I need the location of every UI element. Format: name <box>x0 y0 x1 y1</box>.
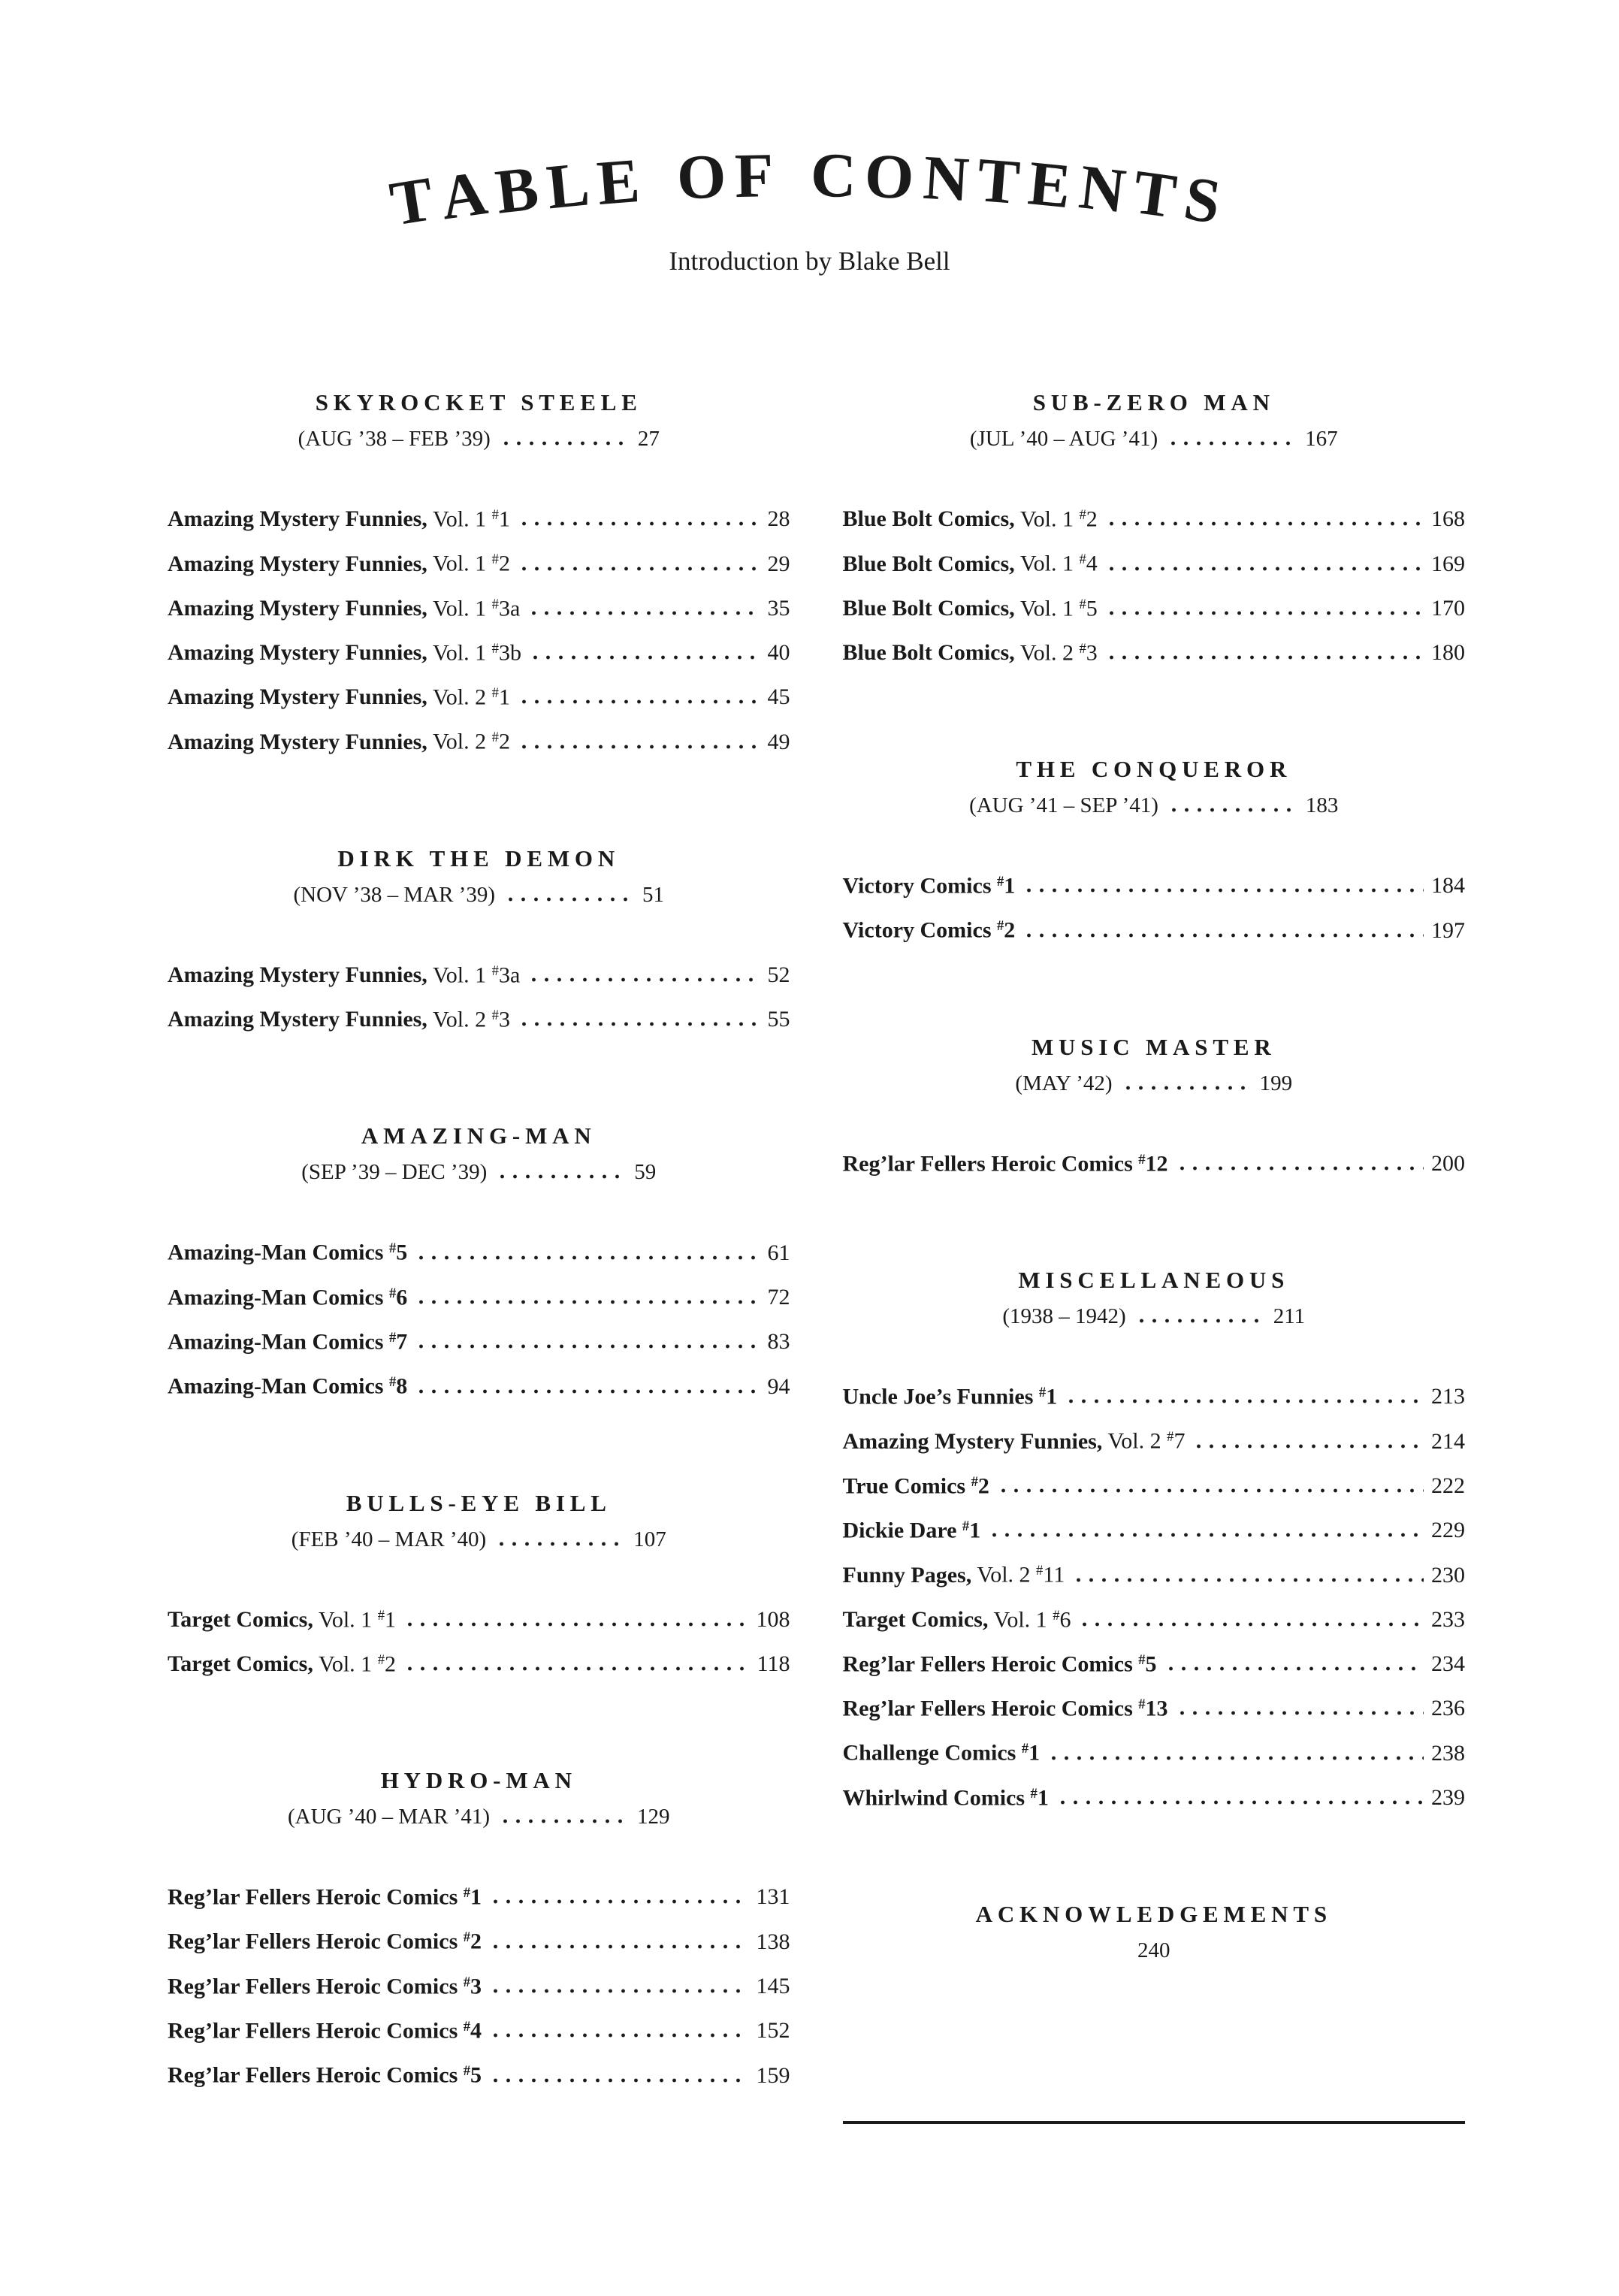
entry-list <box>168 495 790 763</box>
section-dot-leader <box>1167 808 1297 812</box>
issue-hash: # <box>491 730 499 746</box>
entry-list <box>168 951 790 1041</box>
toc-entry <box>843 629 1466 673</box>
section-dot-leader <box>496 1174 625 1179</box>
section-dates: (SEP ’39 – DEC ’39) <box>301 1160 488 1185</box>
issue-hash: # <box>388 1374 397 1391</box>
entry-dot-leader <box>403 1666 750 1671</box>
section-dates: (AUG ’41 – SEP ’41) <box>969 793 1158 818</box>
entry-page-number: 213 <box>1431 1384 1465 1409</box>
toc-columns <box>0 389 1619 2179</box>
issue-hash: # <box>491 962 499 979</box>
entry-dot-leader <box>415 1300 760 1304</box>
issue-hash: # <box>1079 507 1086 523</box>
entry-dot-leader <box>518 566 760 571</box>
entry-page-number: 169 <box>1431 551 1465 576</box>
toc-section <box>168 845 790 1041</box>
section-heading: DIRK THE DEMON <box>337 844 621 872</box>
issue-hash: # <box>1079 640 1086 657</box>
entry-title: Challenge Comics #1 <box>842 1740 1041 1766</box>
entry-title: Whirlwind Comics #1 <box>842 1785 1049 1811</box>
entry-dot-leader <box>1022 933 1424 938</box>
issue-hash: # <box>491 685 499 702</box>
title-letter: F <box>734 140 784 212</box>
entry-page-number: 145 <box>756 1974 790 1999</box>
page-title <box>0 139 1619 240</box>
toc-section <box>843 1901 1466 1963</box>
entry-list <box>843 495 1466 673</box>
section-dates-line <box>168 1527 790 1552</box>
section-page-number: 183 <box>1305 793 1339 818</box>
entry-title: Dickie Dare #1 <box>842 1518 981 1543</box>
issue-hash: # <box>1079 551 1086 568</box>
section-page-number: 129 <box>637 1805 670 1829</box>
section-dates-line <box>168 427 790 452</box>
section-dot-leader <box>495 1542 624 1546</box>
entry-page-number: 83 <box>767 1329 790 1355</box>
issue-hash: # <box>491 551 499 568</box>
entry-page-number: 222 <box>1431 1473 1465 1498</box>
issue-hash: # <box>1138 1651 1146 1668</box>
title-letter: L <box>543 148 601 223</box>
toc-column-left <box>168 389 790 2179</box>
entry-page-number: 229 <box>1431 1518 1465 1543</box>
entry-page-number: 138 <box>756 1929 790 1954</box>
toc-entry <box>843 1551 1466 1595</box>
toc-entry <box>843 1462 1466 1506</box>
toc-entry <box>168 1873 790 1917</box>
entry-page-number: 131 <box>756 1884 790 1910</box>
entry-title: Victory Comics #2 <box>842 917 1016 943</box>
toc-entry <box>168 1917 790 1962</box>
section-dates: (1938 – 1942) <box>1002 1304 1126 1329</box>
entry-dot-leader <box>997 1488 1424 1493</box>
section-heading: AMAZING-MAN <box>361 1122 597 1150</box>
footer-rule <box>843 2121 1466 2124</box>
entry-title: True Comics #2 <box>842 1473 989 1498</box>
issue-hash: # <box>1038 1385 1047 1401</box>
entry-detail: Vol. 1 #3a <box>433 962 521 988</box>
section-dates: (AUG ’38 – FEB ’39) <box>298 427 491 451</box>
entry-page-number: 184 <box>1431 873 1465 899</box>
issue-hash: # <box>1167 1429 1174 1446</box>
issue-hash: # <box>971 1473 978 1490</box>
entry-dot-leader <box>1065 1399 1424 1403</box>
entry-page-number: 236 <box>1431 1696 1465 1721</box>
entry-page-number: 239 <box>1431 1785 1465 1811</box>
entry-page-number: 159 <box>756 2062 790 2088</box>
section-dot-leader <box>499 1819 628 1823</box>
toc-column-right <box>843 389 1466 2179</box>
entry-list <box>843 1140 1466 1184</box>
title-letter: C <box>810 140 866 212</box>
toc-entry <box>168 673 790 718</box>
issue-hash: # <box>463 1974 471 1990</box>
section-heading: BULLS-EYE BILL <box>346 1489 612 1516</box>
entry-detail: Vol. 1 #2 <box>1019 506 1098 532</box>
entry-page-number: 233 <box>1431 1606 1465 1632</box>
issue-hash: # <box>388 1329 397 1346</box>
toc-entry <box>168 2051 790 2095</box>
entry-title: Amazing Mystery Funnies, <box>168 506 427 532</box>
entry-list <box>843 862 1466 951</box>
entry-dot-leader <box>1047 1756 1424 1760</box>
entry-detail: Vol. 2 #3 <box>433 1007 510 1032</box>
entry-page-number: 238 <box>1431 1740 1465 1766</box>
entry-title: Blue Bolt Comics, <box>842 595 1015 621</box>
entry-list <box>168 1228 790 1406</box>
title-letter: E <box>1025 148 1083 223</box>
title-letter: O <box>863 140 925 213</box>
toc-section <box>168 1767 790 2095</box>
section-heading: MUSIC MASTER <box>1031 1033 1276 1060</box>
entry-dot-leader <box>415 1344 760 1349</box>
section-page-number: 27 <box>637 427 660 451</box>
title-letter <box>646 142 678 216</box>
section-dates-line <box>168 883 790 908</box>
toc-entry <box>168 718 790 762</box>
section-dates: (NOV ’38 – MAR ’39) <box>293 882 495 907</box>
entry-list <box>843 1373 1466 1818</box>
entry-detail: Vol. 1 #2 <box>319 1651 396 1677</box>
entry-detail: Vol. 1 #1 <box>433 506 510 532</box>
entry-dot-leader <box>415 1255 760 1260</box>
entry-dot-leader <box>1105 655 1424 660</box>
toc-entry <box>168 629 790 673</box>
entry-title: Amazing Mystery Funnies, <box>168 962 427 988</box>
entry-detail: Vol. 2 #2 <box>433 729 510 754</box>
entry-title: Amazing Mystery Funnies, <box>168 551 427 576</box>
entry-title: Victory Comics #1 <box>842 873 1016 899</box>
section-dates-line <box>168 1160 790 1185</box>
page-subtitle: Introduction by Blake Bell <box>669 246 950 276</box>
entry-dot-leader <box>518 745 760 749</box>
issue-hash: # <box>962 1518 970 1534</box>
toc-entry <box>843 1640 1466 1684</box>
entry-title: Amazing-Man Comics #7 <box>168 1329 408 1355</box>
toc-entry <box>843 539 1466 584</box>
issue-hash: # <box>491 596 499 612</box>
toc-section <box>843 1267 1466 1818</box>
entry-dot-leader <box>529 655 760 660</box>
title-letter: N <box>920 142 980 216</box>
entry-detail: Vol. 2 #3 <box>1019 640 1098 666</box>
entry-detail: Vol. 1 #3b <box>433 640 521 666</box>
toc-entry <box>168 2007 790 2051</box>
section-dates-line <box>843 1938 1466 1963</box>
section-dates: (MAY ’42) <box>1015 1071 1113 1095</box>
title-letter: S <box>1179 162 1234 240</box>
entry-title: Reg’lar Fellers Heroic Comics #2 <box>168 1929 482 1954</box>
entry-page-number: 108 <box>756 1606 790 1632</box>
section-dates-line <box>843 793 1466 818</box>
title-letter: B <box>491 152 551 228</box>
entry-detail: Vol. 1 #5 <box>1019 595 1098 621</box>
section-dates-line <box>843 1304 1466 1329</box>
entry-page-number: 118 <box>757 1651 790 1677</box>
entry-page-number: 180 <box>1431 640 1465 666</box>
entry-dot-leader <box>1176 1166 1424 1171</box>
title-letter: T <box>1129 156 1189 234</box>
toc-entry <box>168 951 790 995</box>
entry-page-number: 152 <box>756 2018 790 2044</box>
entry-dot-leader <box>1105 611 1424 615</box>
issue-hash: # <box>997 874 1004 890</box>
entry-dot-leader <box>1105 566 1424 571</box>
toc-entry <box>843 1596 1466 1640</box>
section-heading: ACKNOWLEDGEMENTS <box>975 1901 1332 1928</box>
entry-title: Target Comics, <box>842 1606 989 1632</box>
section-page-number: 211 <box>1273 1304 1306 1329</box>
entry-title: Amazing Mystery Funnies, <box>168 595 427 621</box>
entry-page-number: 28 <box>767 506 790 532</box>
section-dot-leader <box>500 441 629 446</box>
entry-dot-leader <box>518 699 760 704</box>
section-dates-line <box>168 1805 790 1829</box>
entry-title: Amazing-Man Comics #8 <box>168 1373 408 1399</box>
entry-dot-leader <box>1105 521 1424 526</box>
entry-detail: Vol. 1 #3a <box>433 595 521 621</box>
entry-title: Amazing-Man Comics #6 <box>168 1284 408 1310</box>
toc-entry <box>843 1373 1466 1417</box>
section-page-number: 51 <box>642 882 664 907</box>
entry-title: Amazing Mystery Funnies, <box>168 684 427 710</box>
toc-section <box>168 1122 790 1406</box>
toc-entry <box>168 495 790 539</box>
entry-title: Target Comics, <box>168 1651 313 1677</box>
toc-section <box>168 389 790 763</box>
section-list-left <box>168 389 790 2096</box>
entry-title: Blue Bolt Comics, <box>842 551 1015 576</box>
issue-hash: # <box>1138 1696 1146 1713</box>
entry-detail: Vol. 1 #2 <box>433 551 510 576</box>
entry-title: Reg’lar Fellers Heroic Comics #13 <box>842 1696 1168 1721</box>
entry-page-number: 61 <box>767 1240 790 1265</box>
entry-list <box>168 1596 790 1685</box>
section-page-number: 107 <box>633 1527 666 1551</box>
title-letter: N <box>1075 152 1138 228</box>
entry-page-number: 40 <box>767 640 790 666</box>
entry-dot-leader <box>527 977 760 982</box>
toc-entry <box>843 1417 1466 1461</box>
entry-title: Blue Bolt Comics, <box>842 640 1015 666</box>
title-letter: A <box>436 156 500 234</box>
entry-page-number: 234 <box>1431 1651 1465 1677</box>
toc-entry <box>168 1273 790 1318</box>
section-heading: MISCELLANEOUS <box>1018 1267 1290 1294</box>
section-heading: HYDRO-MAN <box>380 1767 577 1794</box>
toc-entry <box>843 1729 1466 1773</box>
issue-hash: # <box>377 1651 385 1668</box>
entry-list <box>168 1873 790 2095</box>
toc-entry <box>843 906 1466 950</box>
entry-title: Amazing Mystery Funnies, <box>168 1007 427 1032</box>
entry-title: Amazing Mystery Funnies, <box>842 1428 1103 1454</box>
entry-page-number: 230 <box>1431 1562 1465 1588</box>
entry-detail: Vol. 2 #7 <box>1107 1428 1186 1454</box>
section-dot-leader <box>1122 1086 1251 1090</box>
entry-dot-leader <box>489 1899 748 1904</box>
toc-entry <box>843 1774 1466 1818</box>
section-dates-line <box>843 1071 1466 1096</box>
toc-section <box>168 1490 790 1685</box>
entry-dot-leader <box>489 2033 748 2038</box>
section-dot-leader <box>1167 441 1296 446</box>
entry-title: Reg’lar Fellers Heroic Comics #5 <box>842 1651 1157 1677</box>
entry-dot-leader <box>1072 1578 1424 1582</box>
entry-dot-leader <box>1078 1622 1424 1627</box>
entry-page-number: 94 <box>767 1373 790 1399</box>
section-heading: SKYROCKET STEELE <box>315 389 642 415</box>
issue-hash: # <box>1021 1741 1029 1757</box>
entry-page-number: 35 <box>767 595 790 621</box>
toc-entry <box>168 1962 790 2007</box>
entry-dot-leader <box>415 1389 760 1394</box>
entry-detail: Vol. 1 #1 <box>319 1606 396 1632</box>
issue-hash: # <box>1079 596 1086 612</box>
entry-page-number: 214 <box>1431 1428 1465 1454</box>
toc-entry <box>843 1506 1466 1551</box>
issue-hash: # <box>491 640 499 657</box>
issue-hash: # <box>377 1607 385 1624</box>
section-dates: (AUG ’40 – MAR ’41) <box>287 1805 491 1829</box>
toc-entry <box>168 1640 790 1684</box>
toc-section <box>843 389 1466 673</box>
issue-hash: # <box>1053 1607 1060 1624</box>
entry-title: Blue Bolt Comics, <box>842 506 1015 532</box>
entry-title: Reg’lar Fellers Heroic Comics #5 <box>168 2062 482 2088</box>
entry-detail: Vol. 1 #4 <box>1019 551 1098 576</box>
entry-page-number: 72 <box>767 1284 790 1310</box>
entry-title: Amazing-Man Comics #5 <box>168 1240 408 1265</box>
issue-hash: # <box>1138 1151 1146 1168</box>
title-letter: T <box>385 162 447 240</box>
entry-dot-leader <box>1022 888 1424 893</box>
section-dot-leader <box>1135 1319 1264 1323</box>
toc-entry <box>843 1140 1466 1184</box>
entry-page-number: 52 <box>767 962 790 988</box>
title-letter: O <box>675 140 736 213</box>
entry-page-number: 45 <box>767 684 790 710</box>
section-dates-line <box>843 427 1466 452</box>
toc-entry <box>168 1318 790 1362</box>
issue-hash: # <box>997 918 1004 935</box>
entry-title: Reg’lar Fellers Heroic Comics #1 <box>168 1884 482 1910</box>
issue-hash: # <box>463 1885 471 1902</box>
toc-entry <box>168 995 790 1040</box>
section-dot-leader <box>504 897 633 902</box>
entry-page-number: 197 <box>1431 917 1465 943</box>
entry-dot-leader <box>1056 1800 1424 1805</box>
toc-entry <box>168 585 790 629</box>
title-letter: T <box>974 144 1032 219</box>
entry-dot-leader <box>403 1622 749 1627</box>
toc-entry <box>843 585 1466 629</box>
entry-page-number: 55 <box>767 1007 790 1032</box>
entry-detail: Vol. 2 #1 <box>433 684 510 710</box>
entry-detail: Vol. 1 #6 <box>993 1606 1071 1632</box>
entry-title: Target Comics, <box>168 1606 313 1632</box>
entry-dot-leader <box>1176 1711 1424 1715</box>
entry-title: Funny Pages, <box>842 1562 972 1588</box>
entry-page-number: 200 <box>1431 1151 1465 1177</box>
issue-hash: # <box>463 2019 471 2035</box>
issue-hash: # <box>1030 1785 1038 1802</box>
title-letter: E <box>594 144 651 219</box>
toc-section <box>843 1034 1466 1184</box>
section-dates: (FEB ’40 – MAR ’40) <box>291 1527 487 1551</box>
toc-section <box>843 756 1466 951</box>
issue-hash: # <box>491 1008 499 1024</box>
section-page-number: 240 <box>1137 1938 1170 1963</box>
toc-entry <box>168 539 790 584</box>
entry-title: Amazing Mystery Funnies, <box>168 640 427 666</box>
issue-hash: # <box>1036 1563 1044 1579</box>
entry-dot-leader <box>518 521 760 526</box>
entry-page-number: 29 <box>767 551 790 576</box>
entry-detail: Vol. 2 #11 <box>977 1562 1065 1588</box>
toc-entry <box>843 862 1466 906</box>
entry-dot-leader <box>1164 1666 1424 1671</box>
issue-hash: # <box>463 1929 471 1946</box>
issue-hash: # <box>388 1285 397 1301</box>
entry-title: Reg’lar Fellers Heroic Comics #4 <box>168 2018 482 2044</box>
entry-title: Reg’lar Fellers Heroic Comics #12 <box>842 1151 1168 1177</box>
issue-hash: # <box>463 2063 471 2080</box>
entry-dot-leader <box>489 2078 748 2083</box>
toc-entry <box>168 1228 790 1273</box>
toc-entry <box>168 1362 790 1406</box>
section-page-number: 199 <box>1259 1071 1293 1095</box>
section-dates: (JUL ’40 – AUG ’41) <box>969 427 1158 451</box>
toc-entry <box>843 495 1466 539</box>
entry-dot-leader <box>518 1022 760 1026</box>
title-letter <box>782 139 811 212</box>
entry-title: Uncle Joe’s Funnies #1 <box>842 1384 1058 1409</box>
section-page-number: 59 <box>634 1160 657 1185</box>
entry-dot-leader <box>1192 1444 1424 1449</box>
section-page-number: 167 <box>1305 427 1338 451</box>
section-heading: THE CONQUEROR <box>1016 756 1292 783</box>
entry-dot-leader <box>489 1944 748 1949</box>
issue-hash: # <box>388 1240 397 1257</box>
entry-dot-leader <box>527 611 760 615</box>
section-heading: SUB-ZERO MAN <box>1032 389 1275 415</box>
section-list-right <box>843 389 1466 1963</box>
toc-entry <box>843 1684 1466 1729</box>
entry-title: Amazing Mystery Funnies, <box>168 729 427 754</box>
entry-title: Reg’lar Fellers Heroic Comics #3 <box>168 1974 482 1999</box>
entry-dot-leader <box>489 1989 748 1993</box>
entry-page-number: 170 <box>1431 595 1465 621</box>
entry-page-number: 168 <box>1431 506 1465 532</box>
entry-dot-leader <box>988 1533 1424 1537</box>
entry-page-number: 49 <box>767 729 790 754</box>
toc-entry <box>168 1596 790 1640</box>
issue-hash: # <box>491 507 499 523</box>
